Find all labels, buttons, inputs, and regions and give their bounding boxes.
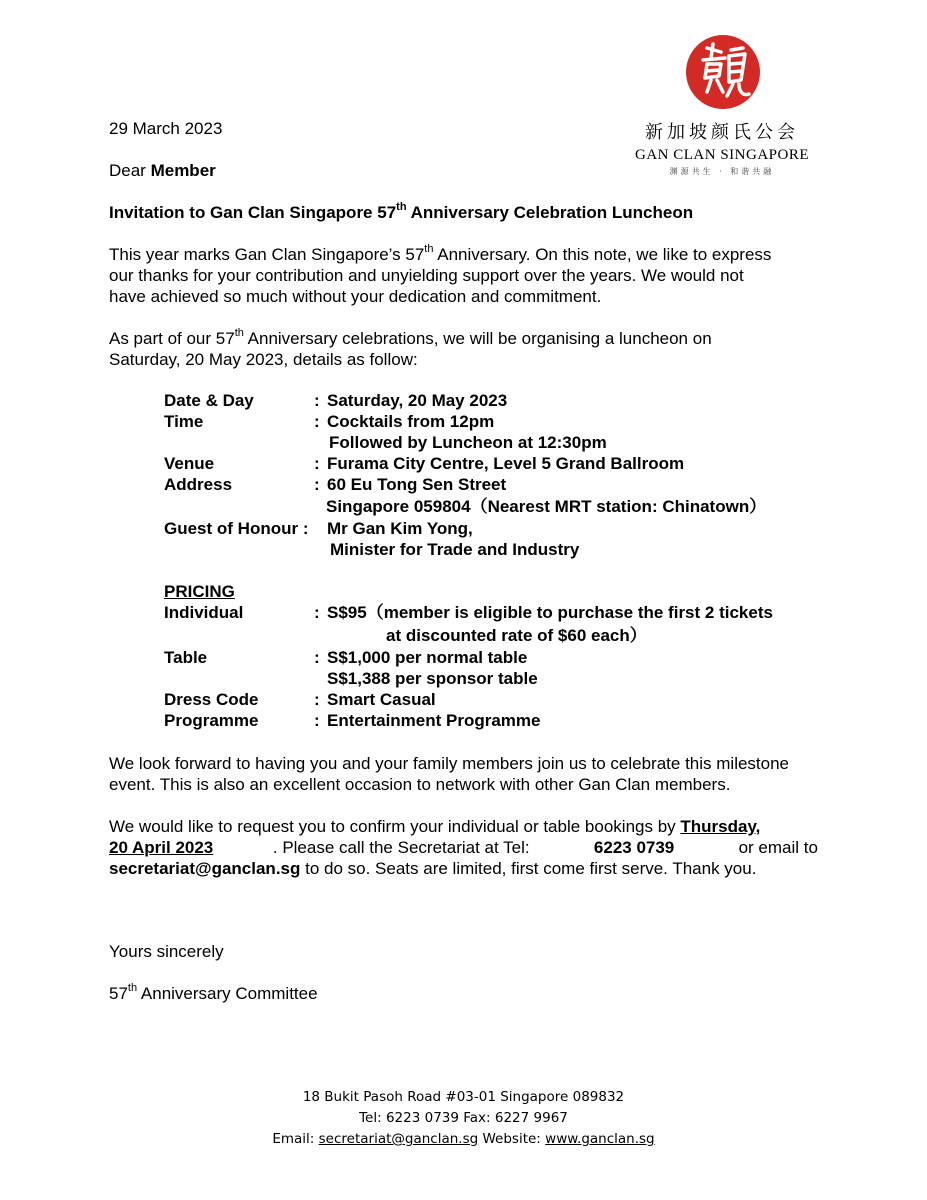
event-details [164, 390, 824, 731]
address-label: Address [164, 475, 233, 494]
para1-text: This year marks Gan Clan Singapore’s 57 [109, 245, 425, 264]
subject-sup: th [396, 201, 407, 214]
paragraph-booking [109, 816, 818, 879]
para4-call: . Please call the Secretariat at Tel: [272, 838, 535, 857]
footer-contact [0, 1129, 927, 1150]
colon: : [314, 475, 320, 494]
clan-english-name: GAN CLAN SINGAPORE [634, 147, 809, 163]
para4-email-to: or email to [733, 838, 818, 857]
deadline-date: 20 April 2023 [109, 838, 214, 857]
table-label: Table [164, 648, 208, 667]
para4-end: to do so. Seats are limited, first come first serve. Thank you. [300, 859, 757, 878]
letter-date: 29 March 2023 [109, 119, 223, 138]
colon: : [314, 690, 320, 709]
para4-text: We would like to request you to confirm your individual or table bookings by [109, 817, 681, 836]
para1-sup: th [424, 243, 434, 256]
clan-tagline: 渊源共生 · 和谐共融 [669, 167, 775, 176]
spacer [164, 560, 824, 581]
salutation-name: Member [150, 161, 216, 180]
detail-time [164, 411, 824, 432]
colon: : [314, 603, 320, 622]
signoff: Yours sincerely [109, 942, 224, 961]
detail-address [164, 474, 824, 495]
detail-venue [164, 453, 824, 474]
colon: : [314, 391, 320, 410]
paragraph-look-forward [109, 753, 818, 795]
table-value-2: S$1,388 per sponsor table [327, 669, 538, 688]
detail-date [164, 390, 824, 411]
programme-label: Programme [164, 711, 259, 730]
date-value: Saturday, 20 May 2023 [327, 391, 508, 410]
para1-text-end: Anniversary. On this note, we like to express [433, 245, 772, 264]
individual-label: Individual [164, 603, 244, 622]
goh-value: Mr Gan Kim Yong, [327, 519, 473, 538]
dress-label: Dress Code [164, 690, 259, 709]
individual-value: S$95（member is eligible to purchase the first 2 tickets [327, 603, 773, 622]
footer-website-link[interactable]: www.ganclan.sg [545, 1131, 655, 1147]
dress-value: Smart Casual [327, 690, 436, 709]
detail-table-cont [164, 668, 824, 689]
secretariat-email: secretariat@ganclan.sg [109, 859, 301, 878]
para1-line2: our thanks for your contribution and unyielding support over the years. We would not [109, 266, 744, 285]
detail-individual-cont [164, 625, 824, 649]
seal-icon [685, 34, 761, 110]
para2-text: As part of our 57 [109, 329, 235, 348]
programme-value: Entertainment Programme [327, 711, 541, 730]
committee-signature [109, 983, 318, 1004]
detail-time-cont [164, 432, 824, 453]
para2-line2: Saturday, 20 May 2023, details as follow: [109, 350, 418, 369]
time-value: Cocktails from 12pm [327, 412, 495, 431]
pricing-title: PRICING [164, 582, 235, 601]
committee-sup: th [127, 982, 138, 995]
deadline-day: Thursday, [680, 817, 761, 836]
detail-dress-code [164, 689, 824, 710]
paragraph-intro [109, 244, 818, 307]
date-label: Date & Day [164, 391, 254, 410]
detail-individual [164, 602, 824, 623]
para1-line3: have achieved so much without your dedication and commitment. [109, 287, 602, 306]
colon: : [314, 711, 320, 730]
venue-label: Venue [164, 454, 215, 473]
subject-line [109, 202, 693, 223]
footer-tel-fax: Tel: 6223 0739 Fax: 6227 9967 [359, 1110, 568, 1126]
committee-num: 57 [109, 984, 128, 1003]
subject-text-end: Anniversary Celebration Luncheon [406, 203, 694, 222]
table-value: S$1,000 per normal table [327, 648, 528, 667]
para4-line2 [109, 837, 818, 858]
address-value-2: Singapore 059804（Nearest MRT station: Chinatown） [326, 497, 767, 516]
detail-address-cont [164, 496, 824, 519]
subject-text: Invitation to Gan Clan Singapore 57 [109, 203, 397, 222]
time-value-2: Followed by Luncheon at 12:30pm [329, 433, 607, 452]
colon: : [314, 412, 320, 431]
pricing-heading [164, 581, 824, 602]
time-label: Time [164, 412, 204, 431]
committee-text: Anniversary Committee [137, 984, 318, 1003]
para2-sup: th [234, 327, 244, 340]
detail-table [164, 647, 824, 668]
footer-address: 18 Bukit Pasoh Road #03-01 Singapore 089832 [302, 1089, 625, 1105]
para3-line1: We look forward to having you and your family members join us to celebrate this milestone [109, 754, 790, 773]
footer-email-link[interactable]: secretariat@ganclan.sg [318, 1131, 479, 1147]
para4-line3 [109, 858, 818, 879]
individual-value-2: at discounted rate of $60 each） [386, 626, 647, 645]
paragraph-luncheon [109, 328, 818, 370]
colon: : [314, 648, 320, 667]
gan-clan-logo [622, 34, 822, 184]
venue-value: Furama City Centre, Level 5 Grand Ballroom [327, 454, 685, 473]
clan-chinese-name: 新加坡颜氏公会 [645, 122, 799, 143]
detail-programme [164, 710, 824, 731]
secretariat-phone: 6223 0739 [593, 838, 675, 857]
salutation-prefix: Dear [109, 161, 151, 180]
para3-line2: event. This is also an excellent occasion to network with other Gan Clan members. [109, 775, 731, 794]
detail-guest-of-honour [164, 518, 824, 539]
salutation [109, 160, 216, 181]
goh-label: Guest of Honour : [164, 519, 309, 538]
goh-value-2: Minister for Trade and Industry [330, 540, 580, 559]
detail-goh-cont [164, 539, 824, 560]
para4-line1 [109, 816, 818, 837]
footer-email-label: Email: [272, 1131, 319, 1147]
footer-website-label: Website: [478, 1131, 546, 1147]
para2-line1 [109, 328, 712, 349]
colon: : [314, 454, 320, 473]
para2-text-end: Anniversary celebrations, we will be organising a luncheon on [243, 329, 712, 348]
address-value: 60 Eu Tong Sen Street [327, 475, 507, 494]
